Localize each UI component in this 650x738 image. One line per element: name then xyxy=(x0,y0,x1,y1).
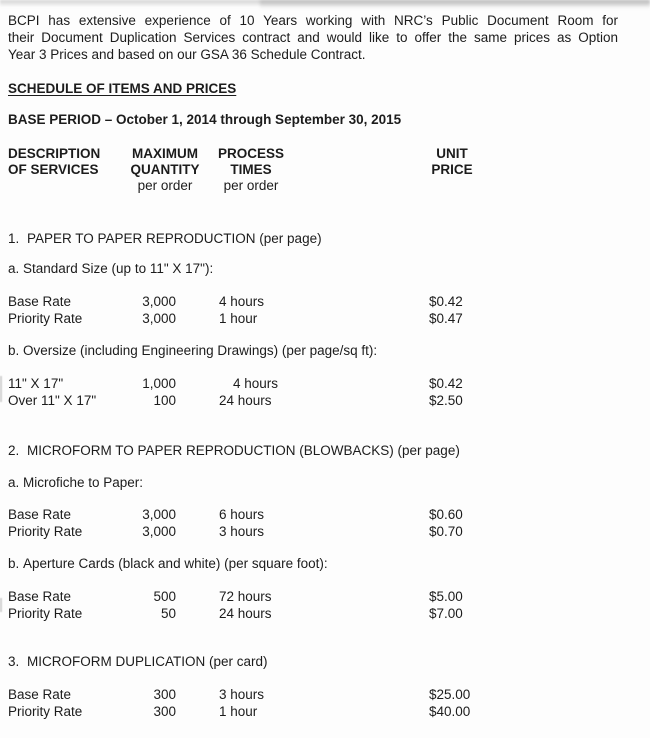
table-row xyxy=(8,523,618,540)
table-row xyxy=(8,293,618,310)
row-quantity: 3,000 xyxy=(142,524,176,539)
header-times-subtext: per order xyxy=(223,178,279,193)
subsection-title-text: Standard Size (up to 11" X 17"): xyxy=(23,261,214,276)
row-description: Base Rate xyxy=(8,507,72,522)
row-description: Base Rate xyxy=(8,589,72,604)
table-row xyxy=(8,605,618,622)
column-header-price xyxy=(428,146,476,194)
subsection-1b-title xyxy=(8,342,618,359)
table-row xyxy=(8,310,618,327)
intro-line-1: BCPI has extensive experience of 10 Years working with NRC’s Public Document Room for xyxy=(8,13,618,28)
header-times-line1: PROCESS xyxy=(217,146,285,161)
section-title-text: PAPER TO PAPER REPRODUCTION (per page) xyxy=(27,231,322,246)
table-header xyxy=(8,146,618,194)
row-description: Priority Rate xyxy=(8,311,83,326)
subsection-label: b. xyxy=(8,556,20,571)
table-row xyxy=(8,506,618,523)
intro-line-2: their Document Duplication Services contract and would like to offer the same prices as Option xyxy=(8,30,618,45)
table-row xyxy=(8,392,618,409)
schedule-heading: SCHEDULE OF ITEMS AND PRICES xyxy=(8,81,237,96)
row-process-time: 1 hour xyxy=(219,704,258,719)
header-quantity-line2: QUANTITY xyxy=(130,162,200,177)
section-number: 1. xyxy=(8,231,20,246)
row-unit-price: $5.00 xyxy=(429,589,463,604)
row-process-time: 24 hours xyxy=(219,606,272,621)
row-description: Priority Rate xyxy=(8,606,83,621)
row-unit-price: $0.47 xyxy=(429,311,463,326)
table-row xyxy=(8,375,618,392)
table-row xyxy=(8,686,618,703)
header-quantity-line1: MAXIMUM xyxy=(132,146,198,161)
header-description-line1: DESCRIPTION xyxy=(8,146,101,161)
section-1-title xyxy=(8,230,618,247)
row-process-time: 72 hours xyxy=(219,589,272,604)
row-process-time: 3 hours xyxy=(219,524,265,539)
row-quantity: 100 xyxy=(153,393,176,408)
row-description: Base Rate xyxy=(8,687,72,702)
section-2-title xyxy=(8,442,618,459)
row-unit-price: $0.42 xyxy=(429,294,463,309)
row-unit-price: $0.42 xyxy=(429,376,463,391)
column-header-times xyxy=(216,146,286,194)
row-quantity: 3,000 xyxy=(142,507,176,522)
row-process-time: 4 hours xyxy=(233,376,279,391)
row-quantity: 300 xyxy=(153,704,176,719)
subsection-label: a. xyxy=(8,261,20,276)
subsection-1a-title xyxy=(8,260,618,277)
column-header-quantity xyxy=(122,146,208,194)
table-row xyxy=(8,703,618,720)
row-unit-price: $2.50 xyxy=(429,393,463,408)
base-period-heading: BASE PERIOD – October 1, 2014 through September 30, 2015 xyxy=(8,112,402,127)
row-description: Priority Rate xyxy=(8,704,83,719)
row-description: Over 11" X 17" xyxy=(8,393,97,408)
row-quantity: 50 xyxy=(160,606,176,621)
column-header-description xyxy=(8,146,122,194)
rate-table-2b xyxy=(8,588,618,622)
row-description: Base Rate xyxy=(8,294,72,309)
table-row xyxy=(8,588,618,605)
rate-table-3 xyxy=(8,686,618,720)
subsection-label: a. xyxy=(8,475,20,490)
row-quantity: 300 xyxy=(153,687,176,702)
subsection-label: b. xyxy=(8,343,20,358)
subsection-title-text: Oversize (including Engineering Drawings) (per page/sq ft): xyxy=(23,343,378,358)
row-quantity: 3,000 xyxy=(142,311,176,326)
header-price-line2: PRICE xyxy=(431,162,473,177)
header-spacer xyxy=(286,146,428,194)
section-number: 2. xyxy=(8,443,20,458)
row-quantity: 3,000 xyxy=(142,294,176,309)
intro-line-3: Year 3 Prices and based on our GSA 36 Schedule Contract. xyxy=(8,47,366,62)
section-title-text: MICROFORM DUPLICATION (per card) xyxy=(27,654,268,669)
header-description-line2: OF SERVICES xyxy=(8,162,99,177)
row-unit-price: $25.00 xyxy=(429,687,471,702)
subsection-title-text: Microfiche to Paper: xyxy=(23,475,144,490)
rate-table-1b xyxy=(8,375,618,409)
row-quantity: 500 xyxy=(153,589,176,604)
subsection-2b-title xyxy=(8,555,618,572)
section-title-text: MICROFORM TO PAPER REPRODUCTION (BLOWBACKS) (per page) xyxy=(27,443,460,458)
row-unit-price: $40.00 xyxy=(429,704,471,719)
row-unit-price: $0.60 xyxy=(429,507,463,522)
header-quantity-subtext: per order xyxy=(137,178,193,193)
row-description: Priority Rate xyxy=(8,524,83,539)
row-process-time: 24 hours xyxy=(219,393,272,408)
row-process-time: 4 hours xyxy=(219,294,265,309)
subsection-title-text: Aperture Cards (black and white) (per square foot): xyxy=(23,556,328,571)
intro-paragraph xyxy=(8,12,618,63)
row-description: 11" X 17" xyxy=(8,376,64,391)
rate-table-2a xyxy=(8,506,618,540)
rate-table-1a xyxy=(8,293,618,327)
row-process-time: 3 hours xyxy=(219,687,265,702)
header-times-line2: TIMES xyxy=(230,162,272,177)
row-unit-price: $7.00 xyxy=(429,606,463,621)
row-process-time: 1 hour xyxy=(219,311,258,326)
subsection-2a-title xyxy=(8,474,618,491)
section-number: 3. xyxy=(8,654,20,669)
header-price-line1: UNIT xyxy=(436,146,468,161)
section-3-title xyxy=(8,653,618,670)
header-spacer xyxy=(208,146,216,194)
row-process-time: 6 hours xyxy=(219,507,265,522)
row-unit-price: $0.70 xyxy=(429,524,463,539)
row-quantity: 1,000 xyxy=(142,376,176,391)
